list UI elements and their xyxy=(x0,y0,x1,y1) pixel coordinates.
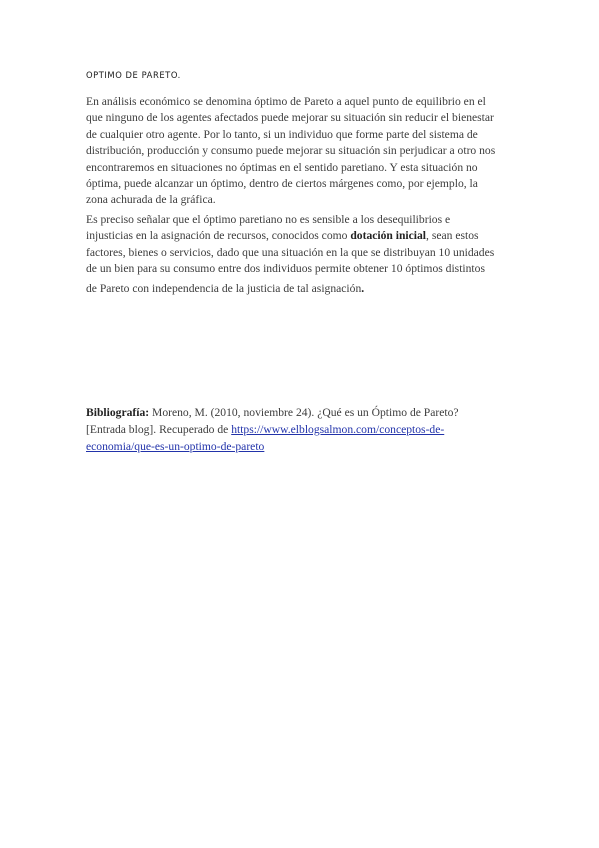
paragraph-line xyxy=(86,281,516,297)
bibliography-text: [Entrada blog]. Recuperado de xyxy=(86,423,232,436)
bibliography xyxy=(86,404,516,455)
bold-period: . xyxy=(361,281,365,295)
paragraph-text: de Pareto con independencia de la justicia de tal asignación xyxy=(86,281,362,295)
paragraph-pareto-definition xyxy=(86,94,516,209)
bibliography-link-continued[interactable]: economia/que-es-un-optimo-de-pareto xyxy=(86,440,265,453)
bibliography-line xyxy=(86,438,516,455)
paragraph-text: , sean estos xyxy=(426,229,479,243)
paragraph-line: de un bien para su consumo entre dos individuos permite obtener 10 óptimos distintos xyxy=(86,262,485,276)
bibliography-line xyxy=(86,404,516,421)
paragraph-line: En análisis económico se denomina óptimo de Pareto a aquel punto de equilibrio en el xyxy=(86,95,486,108)
paragraph-initial-endowment xyxy=(86,212,516,297)
section-heading: OPTIMO DE PARETO. xyxy=(86,70,181,80)
bibliography-label: Bibliografía: xyxy=(86,406,150,419)
paragraph-line: óptima, puede alcanzar un óptimo, dentro de ciertos márgenes como, por ejemplo, la xyxy=(86,177,478,191)
paragraph-line: que ninguno de los agentes afectados puede mejorar su situación sin reducir el bienestar xyxy=(86,111,494,125)
paragraph-line: Es preciso señalar que el óptimo paretiano no es sensible a los desequilibrios e xyxy=(86,213,451,226)
paragraph-line: distribución, producción y consumo puede mejorar su situación sin perjudicar a otro nos xyxy=(86,144,496,158)
bold-term-dotacion-inicial: dotación inicial xyxy=(350,229,427,243)
paragraph-line: de cualquier otro agente. Por lo tanto, si un individuo que forme parte del sistema de xyxy=(86,127,478,141)
paragraph-line xyxy=(86,228,516,244)
bibliography-line xyxy=(86,421,516,438)
paragraph-line: zona achurada de la gráfica. xyxy=(86,193,216,207)
paragraph-line: factores, bienes o servicios, dado que una situación en la que se distribuyan 10 unidades xyxy=(86,245,495,259)
bibliography-text: Moreno, M. (2010, noviembre 24). ¿Qué es un Óptimo de Pareto? xyxy=(149,406,459,419)
paragraph-text: injusticias en la asignación de recursos, conocidos como xyxy=(86,229,351,243)
bibliography-link[interactable]: https://www.elblogsalmon.com/conceptos-de- xyxy=(231,423,445,436)
paragraph-line: encontraremos en situaciones no óptimas en el sentido paretiano. Y esta situación no xyxy=(86,160,478,174)
